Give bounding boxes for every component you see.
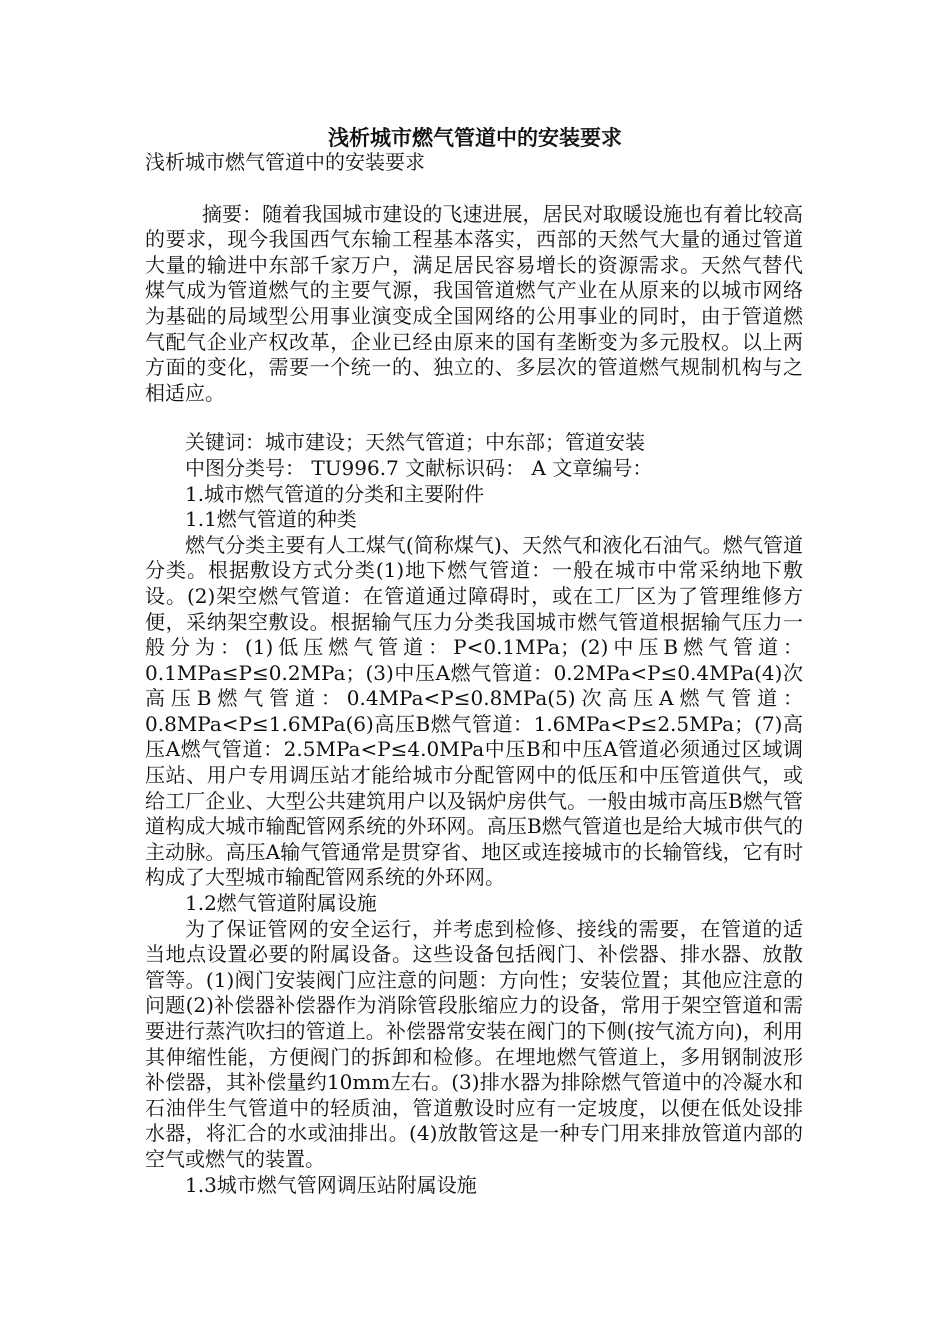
classification-line: 中图分类号： TU996.7 文献标识码： A 文章编号： <box>185 455 653 480</box>
section-1-heading: 1.城市燃气管道的分类和主要附件 <box>185 481 485 506</box>
section-1-3-heading: 1.3城市燃气管网调压站附属设施 <box>185 1172 477 1197</box>
section-1-1-paragraph: 燃气分类主要有人工煤气(简称煤气)、天然气和液化石油气。燃气管道分类。根据敷设方式分类(1)地下燃气管道：一般在城市中常采纳地下敷设。(2)架空燃气管道：在管道通过障碍时，或在工厂区为了管理维修方便，采纳架空敷设。根据输气压力分类我国城市燃气管道根据输气压力一般分为：(1)低压燃气管道：P<0.1MPa；(2)中压B燃气管道：0.1MPa≤P≤0.2MPa；(3)中压A燃气管道：0.2MPa<P≤0.4MPa(4)次高压B燃气管道：0.4MPa<P≤0.8MPa(5)次高压A燃气管道：0.8MPa<P≤1.6MPa(6)高压B燃气管道：1.6MPa<P≤2.5MPa；(7)高压A燃气管道：2.5MPa<P≤4.0MPa中压B和中压A管道必须通过区域调压站、用户专用调压站才能给城市分配管网中的低压和中压管道供气，或给工厂企业、大型公共建筑用户以及锅炉房供气。一般由城市高压B燃气管道构成大城市输配管网系统的外环网。高压B燃气管道也是给大城市供气的主动脉。高压A输气管通常是贯穿省、地区或连接城市的长输管线，它有时构成了大型城市输配管网系统的外环网。 <box>145 532 803 890</box>
document-title: 浅析城市燃气管道中的安装要求 <box>328 125 622 150</box>
keywords-line: 关键词：城市建设；天然气管道；中东部；管道安装 <box>185 430 645 455</box>
section-1-2-heading: 1.2燃气管道附属设施 <box>185 891 377 916</box>
section-1-2-paragraph: 为了保证管网的安全运行，并考虑到检修、接线的需要，在管道的适当地点设置必要的附属设备。这些设备包括阀门、补偿器、排水器、放散管等。(1)阀门安装阀门应注意的问题：方向性；安装位置；其他应注意的问题(2)补偿器补偿器作为消除管段胀缩应力的设备，常用于架空管道和需要进行蒸汽吹扫的管道上。补偿器常安装在阀门的下侧(按气流方向)，利用其伸缩性能，方便阀门的拆卸和检修。在埋地燃气管道上，多用钢制波形补偿器，其补偿量约10mm左右。(3)排水器为排除燃气管道中的冷凝水和石油伴生气管道中的轻质油，管道敷设时应有一定坡度，以便在低处设排水器，将汇合的水或油排出。(4)放散管这是一种专门用来排放管道内部的空气或燃气的装置。 <box>145 916 803 1171</box>
document-subtitle: 浅析城市燃气管道中的安装要求 <box>145 150 425 174</box>
section-1-1-heading: 1.1燃气管道的种类 <box>185 507 357 532</box>
abstract-paragraph: 摘要：随着我国城市建设的飞速进展，居民对取暖设施也有着比较高的要求，现今我国西气东输工程基本落实，西部的天然气大量的通过管道大量的输进中东部千家万户，满足居民容易增长的资源需求。天然气替代煤气成为管道燃气的主要气源，我国管道燃气产业在从原来的以城市网络为基础的局域型公用事业演变成全国网络的公用事业的同时，由于管道燃气配气企业产权改革，企业已经由原来的国有垄断变为多元股权。以上两方面的变化，需要一个统一的、独立的、多层次的管道燃气规制机构与之相适应。 <box>145 201 803 405</box>
document-body <box>145 150 803 1198</box>
